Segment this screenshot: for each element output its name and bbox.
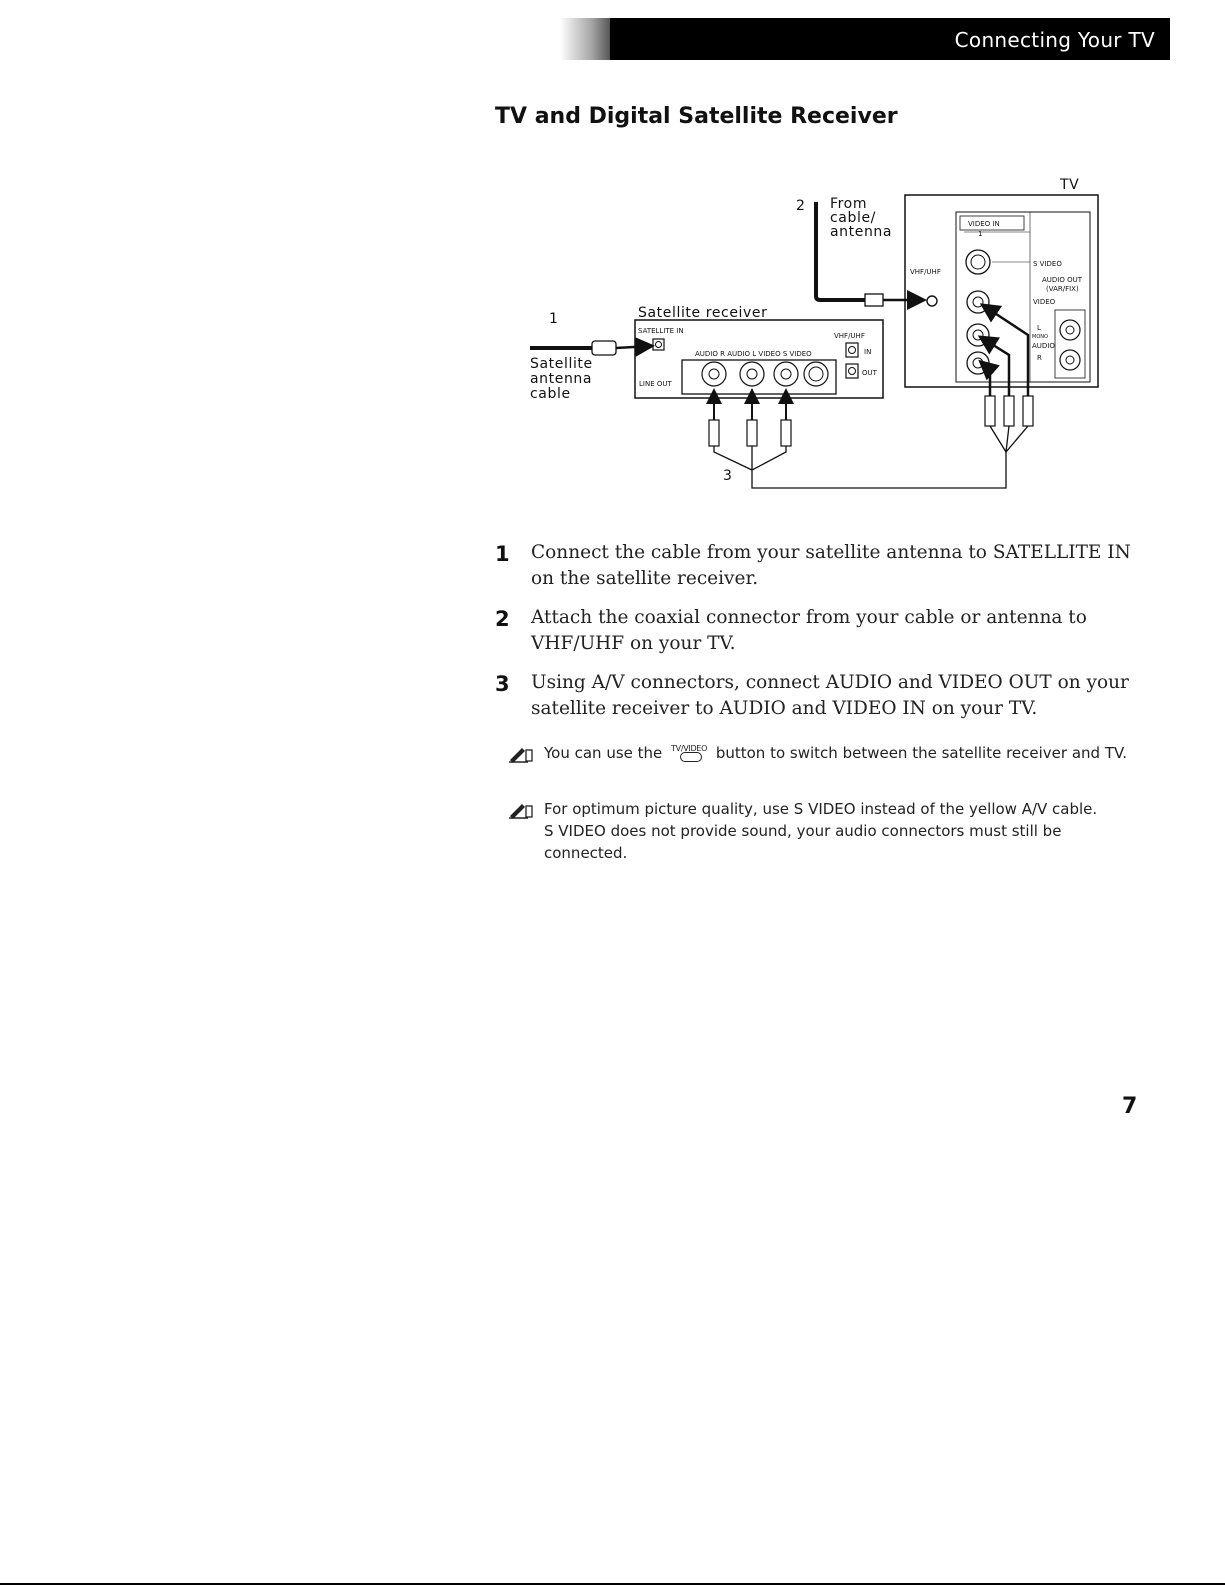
- pencil-note-icon: [508, 798, 534, 820]
- tv-video-button-label: TV/VIDEO: [671, 744, 708, 753]
- receiver-vhf-in-jack: [846, 343, 858, 357]
- step-number: 1: [495, 542, 510, 566]
- tv-audio-l-label: L: [1037, 324, 1041, 332]
- tv-video-in-label: VIDEO IN: [968, 220, 1000, 228]
- from-cable-line-1: From: [830, 196, 868, 212]
- step-number: 2: [495, 607, 510, 631]
- from-cable-line-3: antenna: [830, 224, 893, 240]
- tv-audio-out-mode: (VAR/FIX): [1046, 285, 1079, 293]
- step-text: Using A/V connectors, connect AUDIO and VIDEO OUT on your satellite receiver to AUDIO and VIDEO IN on your TV.: [531, 672, 1129, 719]
- step-1: [495, 540, 1135, 592]
- tv-vhf-uhf-jack: [927, 296, 937, 306]
- av-plugs-receiver: [709, 392, 791, 446]
- step-text: Attach the coaxial connector from your cable or antenna to VHF/UHF on your TV.: [531, 607, 1087, 654]
- step-3: [495, 670, 1135, 722]
- tv-label: TV: [1060, 177, 1080, 193]
- receiver-satellite-in-jack: [653, 339, 664, 350]
- tv-video-jack: [967, 291, 989, 313]
- tv-video-button-icon: [667, 742, 711, 764]
- tv-audio-label: AUDIO: [1032, 342, 1055, 350]
- receiver-in-label: IN: [864, 348, 872, 356]
- callout-2: 2: [796, 198, 806, 214]
- tv-audio-l-jack: [967, 324, 989, 346]
- receiver-title: Satellite receiver: [638, 305, 768, 321]
- receiver-audio-l-jack: [740, 362, 764, 386]
- note-2: [508, 798, 1108, 864]
- satellite-cable-connector: [592, 341, 616, 355]
- satellite-cable-line-2: antenna: [530, 371, 593, 387]
- step-number: 3: [495, 672, 510, 696]
- tv-s-video-jack: [966, 250, 990, 274]
- note-2-text: For optimum picture quality, use S VIDEO instead of the yellow A/V cable. S VIDEO does not provide sound, your audio connectors must still be connected.: [544, 800, 1098, 862]
- step-text: Connect the cable from your satellite antenna to SATELLITE IN on the satellite receiver.: [531, 542, 1131, 589]
- tv-video-label: VIDEO: [1033, 298, 1056, 306]
- receiver-out-label: OUT: [862, 369, 877, 377]
- receiver-jack-labels: AUDIO R AUDIO L VIDEO S VIDEO: [695, 350, 812, 358]
- satellite-cable-line-1: Satellite: [530, 356, 593, 372]
- receiver-vhf-out-jack: [846, 364, 858, 378]
- av-plugs-tv: [985, 396, 1033, 426]
- receiver-line-out-label: LINE OUT: [639, 380, 672, 388]
- satellite-cable-line-3: cable: [530, 386, 571, 402]
- tv-vhf-uhf-label: VHF/UHF: [910, 268, 941, 276]
- steps-list: [495, 540, 1135, 735]
- note-1: [508, 742, 1148, 764]
- receiver-video-jack: [774, 362, 798, 386]
- page-number: 7: [1122, 1094, 1138, 1119]
- av-cable: [714, 446, 1006, 488]
- receiver-vhf-uhf-label: VHF/UHF: [834, 332, 865, 340]
- callout-1: 1: [549, 311, 559, 327]
- antenna-connector: [865, 294, 883, 306]
- tv-audio-out-r-jack: [1060, 350, 1080, 370]
- tv-s-video-label: S VIDEO: [1033, 260, 1062, 268]
- receiver-satellite-in-label: SATELLITE IN: [638, 327, 684, 335]
- callout-3: 3: [723, 468, 733, 484]
- tv-mono-label: MONO: [1032, 334, 1048, 340]
- receiver-s-video-jack: [804, 362, 828, 386]
- tv-audio-r-jack: [967, 352, 989, 374]
- tv-input-number: 1: [978, 230, 983, 238]
- connection-diagram: [520, 170, 1120, 500]
- note-1-text-before: You can use the: [544, 744, 663, 762]
- receiver-audio-r-jack: [702, 362, 726, 386]
- step-2: [495, 605, 1135, 657]
- pencil-note-icon: [508, 742, 534, 764]
- header-section-title: Connecting Your TV: [954, 28, 1155, 52]
- note-1-text-after: button to switch between the satellite receiver and TV.: [715, 744, 1128, 762]
- page-title: TV and Digital Satellite Receiver: [495, 104, 898, 129]
- tv-audio-r-label: R: [1037, 354, 1042, 362]
- tv-audio-out-l-jack: [1060, 320, 1080, 340]
- tv-audio-out-label: AUDIO OUT: [1042, 276, 1083, 284]
- from-cable-line-2: cable/: [830, 210, 876, 226]
